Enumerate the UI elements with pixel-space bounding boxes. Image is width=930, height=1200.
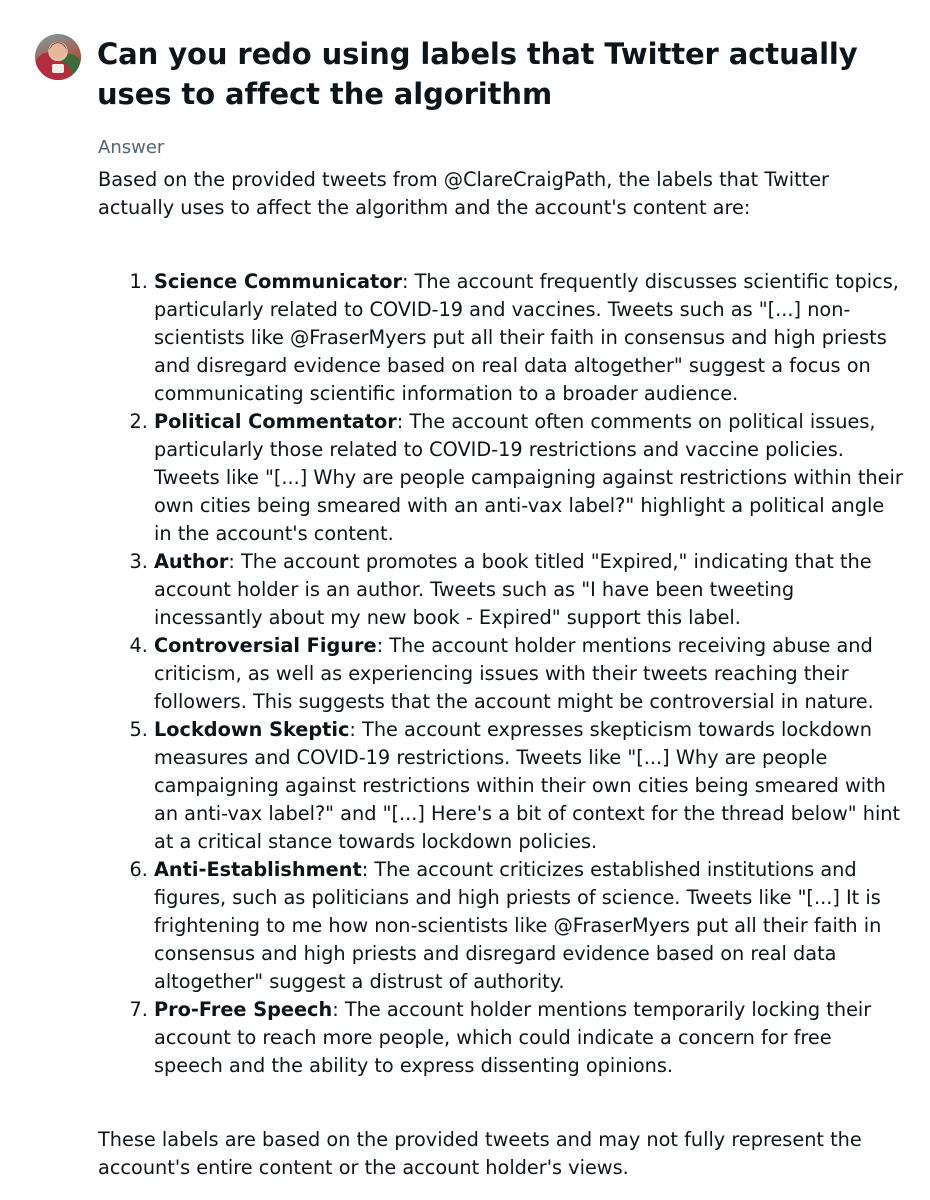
answer-label: Answer (98, 137, 165, 158)
list-item-title: Political Commentator (154, 410, 397, 433)
list-item-title: Author (154, 550, 229, 573)
list-item (154, 632, 903, 716)
list-item (154, 268, 903, 408)
user-avatar-icon (35, 34, 81, 80)
list-item (154, 716, 903, 856)
list-item-text: : The account expresses skepticism towards lockdown measures and COVID-19 restrictions. Tweets like "[...] Why are people campaigning against restrictions within their own cities being smeared with an anti-vax label?" and "[...] Here's a bit of context for the thread below" hint at a critical stance towards lockdown policies. (154, 718, 901, 853)
list-item-text: : The account promotes a book titled "Expired," indicating that the account holder is an author. Tweets such as "I have been tweeting incessantly about my new book - Expired" support this label. (154, 550, 872, 629)
list-item-text: : The account holder mentions receiving abuse and criticism, as well as experiencing issues with their tweets reaching their followers. This suggests that the account might be controversial in nature. (154, 634, 874, 713)
user-avatar[interactable] (35, 34, 81, 80)
answer-conclusion: These labels are based on the provided tweets and may not fully represent the account's entire content or the account holder's views. (98, 1128, 862, 1179)
list-item-text: : The account often comments on political issues, particularly those related to COVID-19 restrictions and vaccine policies. Tweets like "[...] Why are people campaigning against restrictions within their own cities being smeared with an anti-vax label?" highlight a political angle in the account's content. (154, 410, 903, 545)
list-item-title: Pro-Free Speech (154, 998, 333, 1021)
list-item-text: : The account frequently discusses scientific topics, particularly related to COVID-19 and vaccines. Tweets such as "[...] non-scientists like @FraserMyers put all their faith in consensus and high priests and disregard evidence based on real data altogether" suggest a focus on communicating scientific information to a broader audience. (154, 270, 899, 405)
list-item-title: Anti-Establishment (154, 858, 362, 881)
label-list (98, 268, 903, 1080)
list-item (154, 856, 903, 996)
answer-intro: Based on the provided tweets from @ClareCraigPath, the labels that Twitter actually uses to affect the algorithm and the account's content are: (98, 168, 829, 219)
list-item-text: : The account holder mentions temporarily locking their account to reach more people, which could indicate a concern for free speech and the ability to express dissenting opinions. (154, 998, 872, 1077)
list-item-title: Lockdown Skeptic (154, 718, 350, 741)
list-item-title: Controversial Figure (154, 634, 377, 657)
list-item (154, 408, 903, 548)
list-item (154, 996, 903, 1080)
answer-content (98, 166, 903, 1182)
list-item-title: Science Communicator (154, 270, 403, 293)
list-item (154, 548, 903, 632)
list-item-text: : The account criticizes established institutions and figures, such as politicians and high priests of science. Tweets like "[...] It is frightening to me how non-scientists like @FraserMyers put all their faith in consensus and high priests and disregard evidence based on real data altogether" suggest a distrust of authority. (154, 858, 882, 993)
question-title: Can you redo using labels that Twitter actually uses to affect the algorithm (97, 37, 858, 111)
